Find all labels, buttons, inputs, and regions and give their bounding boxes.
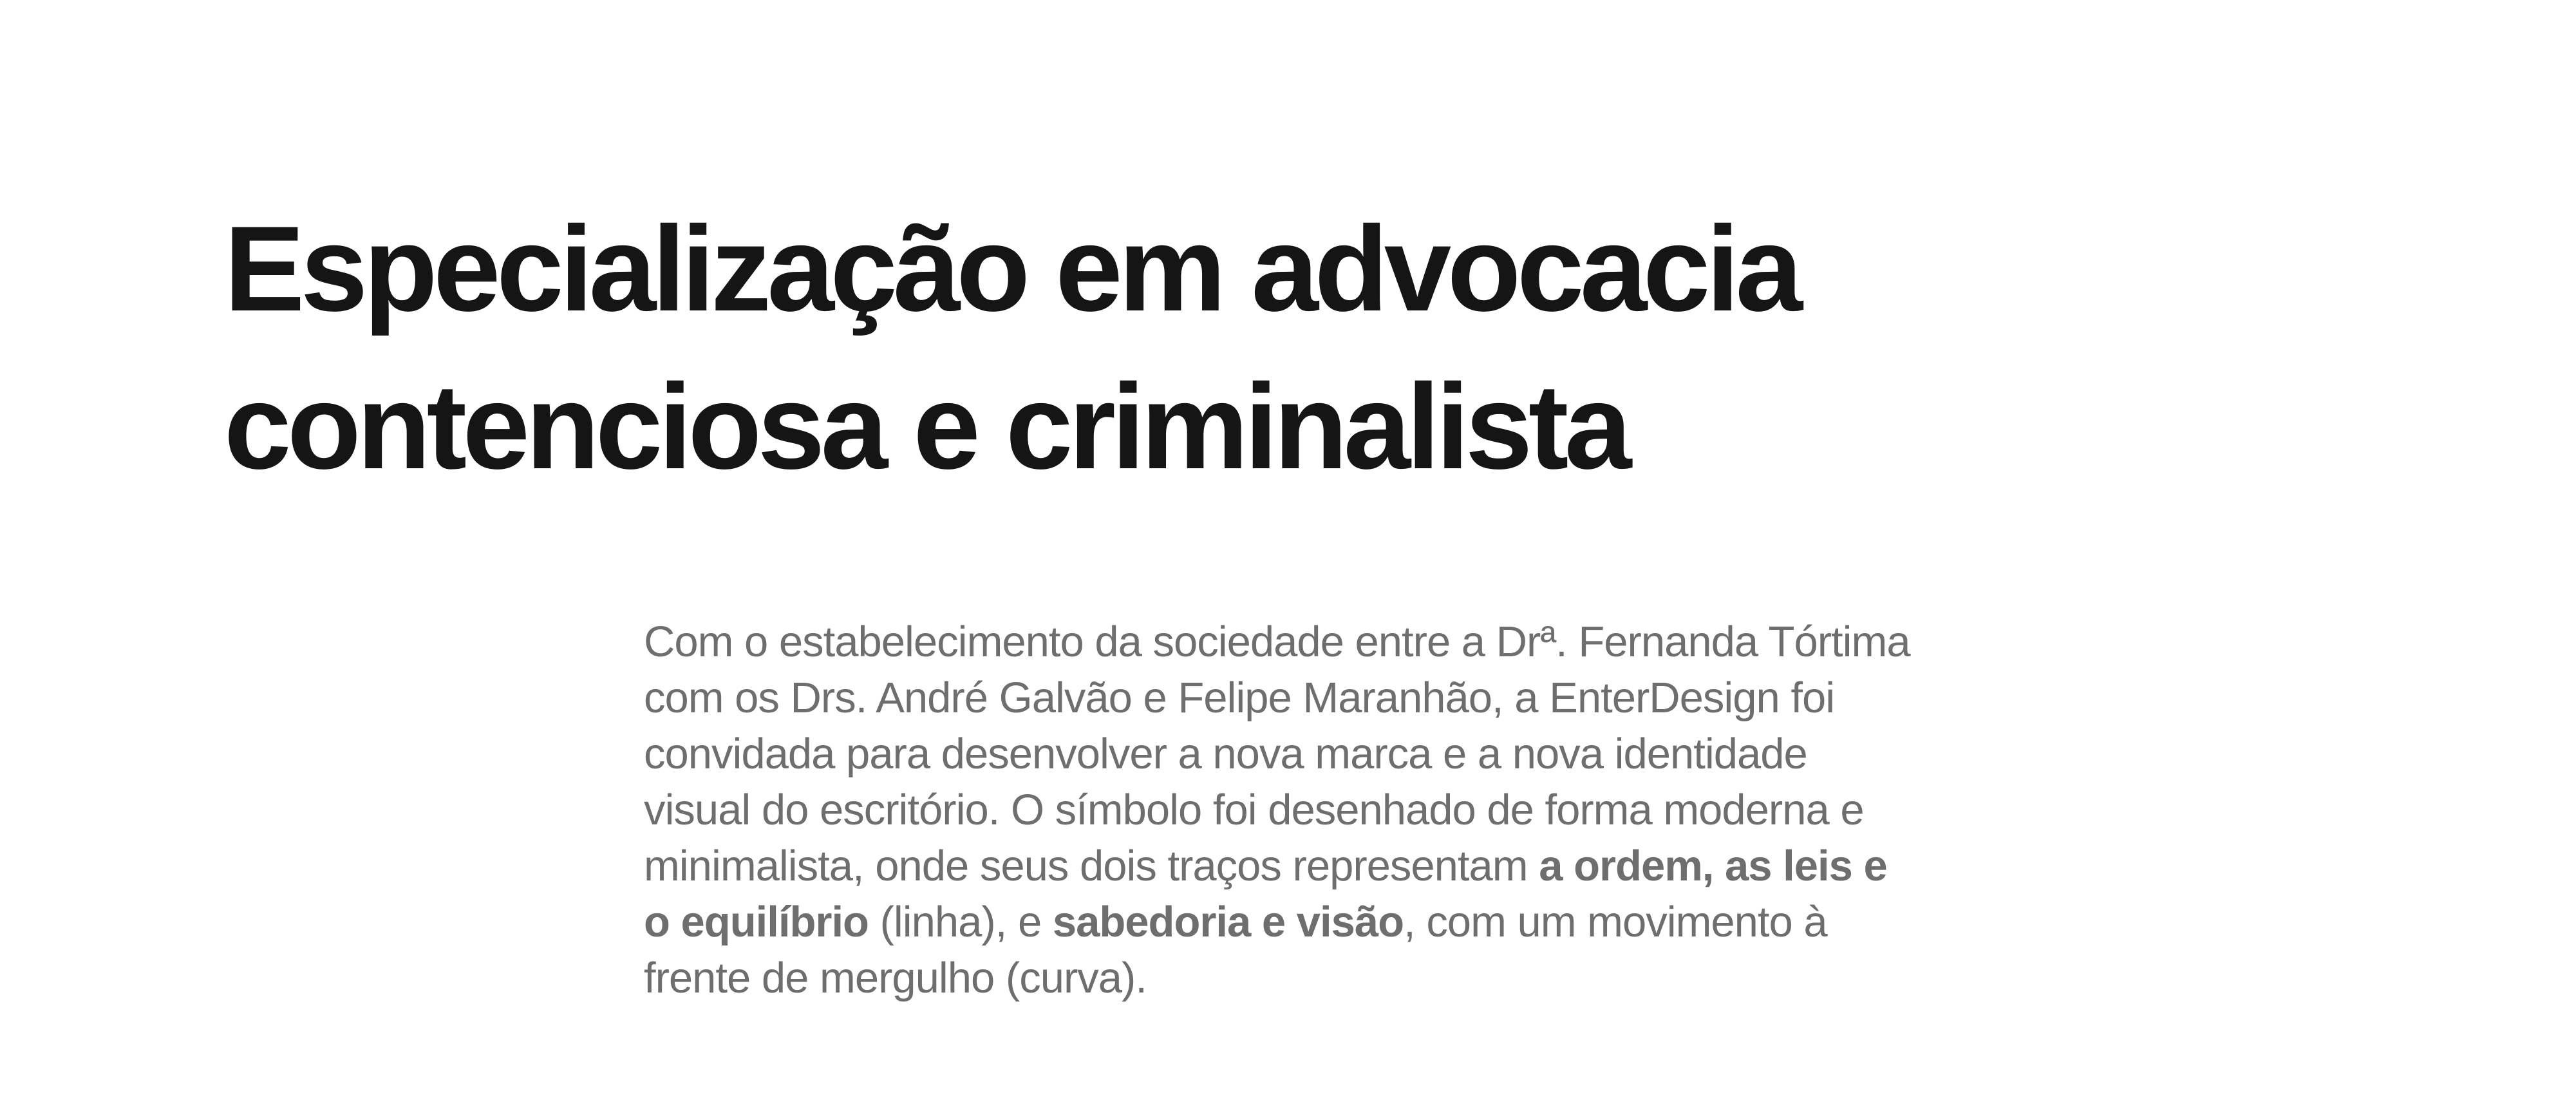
page-title-line-1: Especialização em advocacia bbox=[224, 201, 1799, 336]
paragraph-text: Com o estabelecimento da sociedade entre a Drª. Fernanda Tórtima bbox=[644, 618, 1910, 666]
paragraph-line bbox=[644, 950, 1910, 1006]
paragraph-line bbox=[644, 670, 1910, 726]
paragraph-bold-text: a ordem, as leis e bbox=[1539, 842, 1887, 890]
paragraph-text: convidada para desenvolver a nova marca e a nova identidade bbox=[644, 730, 1807, 778]
paragraph-text: frente de mergulho (curva). bbox=[644, 954, 1147, 1002]
paragraph-line bbox=[644, 838, 1910, 894]
description-paragraph bbox=[644, 614, 1910, 1006]
paragraph-line bbox=[644, 614, 1910, 670]
paragraph-line bbox=[644, 894, 1910, 950]
paragraph-text: minimalista, onde seus dois traços representam bbox=[644, 842, 1539, 890]
paragraph-bold-text: o equilíbrio bbox=[644, 898, 869, 946]
paragraph-text: , com um movimento à bbox=[1404, 898, 1827, 946]
paragraph-line bbox=[644, 782, 1910, 838]
paragraph-line bbox=[644, 726, 1910, 782]
paragraph-text: (linha), e bbox=[868, 898, 1053, 946]
paragraph-bold-text: sabedoria e visão bbox=[1052, 898, 1404, 946]
paragraph-text: com os Drs. André Galvão e Felipe Maranhão, a EnterDesign foi bbox=[644, 674, 1835, 722]
page-title-line-2: contenciosa e criminalista bbox=[224, 359, 1628, 494]
page-title bbox=[224, 190, 1798, 506]
paragraph-text: visual do escritório. O símbolo foi desenhado de forma moderna e bbox=[644, 786, 1864, 834]
